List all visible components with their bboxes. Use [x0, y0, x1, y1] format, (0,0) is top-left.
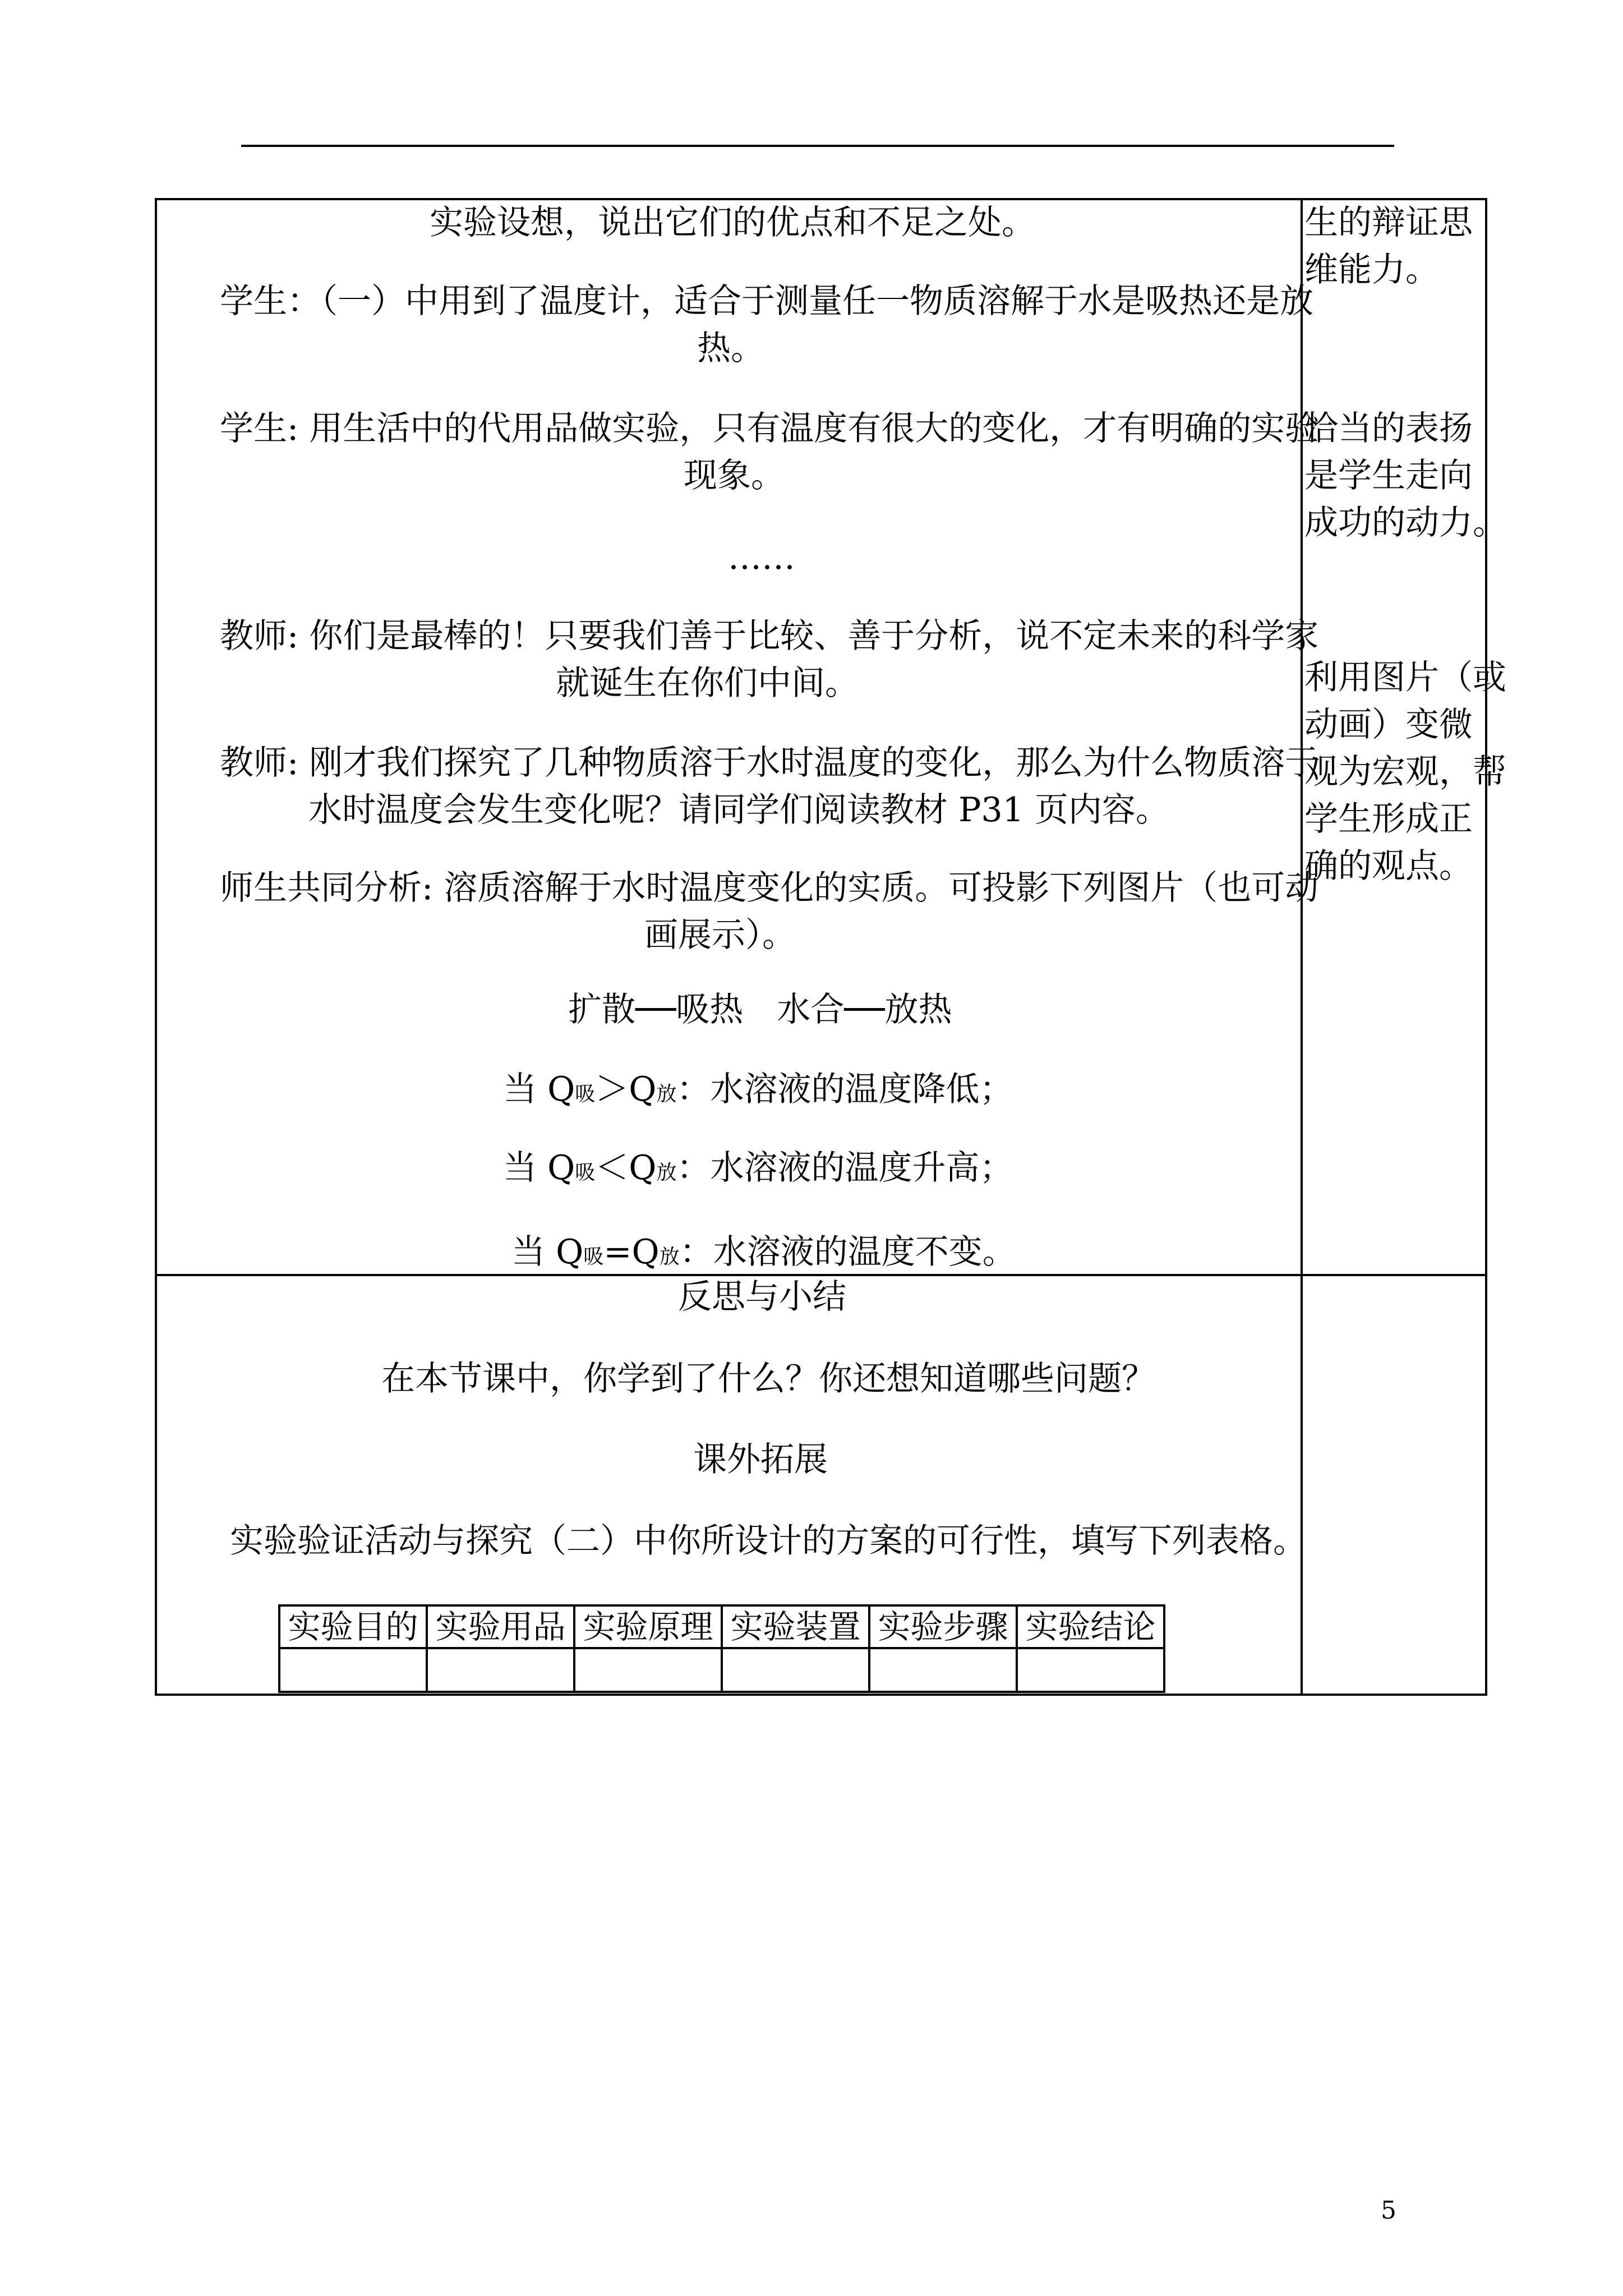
table-cell — [869, 1648, 1017, 1692]
table-header-cell: 实验结论 — [1017, 1605, 1164, 1648]
table-header-cell: 实验原理 — [574, 1605, 722, 1648]
side-note-3-line5: 确的观点。 — [1304, 846, 1473, 886]
para-joint-analysis-line1: 师生共同分析: 溶质溶解于水时温度变化的实质。可投影下列图片（也可动 — [220, 868, 1319, 908]
para-teacher-2-line2: 水时温度会发生变化呢？请同学们阅读教材 P31 页内容。 — [308, 790, 1169, 830]
para-student-2-line1: 学生: 用生活中的代用品做实验，只有温度有很大的变化，才有明确的实验 — [220, 409, 1319, 448]
page-number: 5 — [1381, 2196, 1396, 2225]
para-student-2-line2: 现象。 — [684, 456, 785, 495]
extension-title: 课外拓展 — [693, 1440, 828, 1479]
table-cell — [427, 1648, 574, 1692]
equation-2: 当 Q吸＜Q放：水溶液的温度升高； — [503, 1148, 1013, 1188]
para-joint-analysis-line2: 画展示）。 — [644, 915, 796, 955]
extension-text: 实验验证活动与探究（二）中你所设计的方案的可行性，填写下列表格。 — [230, 1521, 1307, 1561]
side-note-3-line1: 利用图片（或 — [1304, 658, 1506, 697]
equation-1: 当 Q吸＞Q放：水溶液的温度降低； — [503, 1070, 1013, 1109]
summary-title: 反思与小结 — [678, 1277, 846, 1317]
table-cell — [1017, 1648, 1164, 1692]
table-header-cell: 实验目的 — [279, 1605, 427, 1648]
side-note-1-line2: 维能力。 — [1304, 250, 1439, 289]
equation-3: 当 Q吸=Q放：水溶液的温度不变。 — [511, 1232, 1016, 1272]
para-student-1-line1: 学生：（一）中用到了温度计，适合于测量任一物质溶解于水是吸热还是放 — [220, 282, 1313, 321]
table-cell — [279, 1648, 427, 1692]
table-cell — [574, 1648, 722, 1692]
para-experiment-idea: 实验设想，说出它们的优点和不足之处。 — [430, 203, 1035, 242]
para-student-1-line2: 热。 — [697, 329, 764, 368]
diffusion-hydration-line: 扩散──吸热 水合──放热 — [568, 990, 952, 1029]
summary-question: 在本节课中，你学到了什么？你还想知道哪些问题？ — [381, 1359, 1155, 1398]
table-header-cell: 实验装置 — [722, 1605, 869, 1648]
side-note-2-line1: 恰当的表扬 — [1304, 409, 1473, 448]
side-note-2-line2: 是学生走向 — [1304, 456, 1473, 495]
side-note-2-line3: 成功的动力。 — [1304, 503, 1506, 542]
table-row — [279, 1648, 1164, 1692]
ellipsis: …… — [728, 538, 795, 577]
header-rule — [241, 145, 1394, 147]
side-note-1-line1: 生的辩证思 — [1304, 203, 1473, 242]
table-header-cell: 实验步骤 — [869, 1605, 1017, 1648]
table-header-row — [279, 1605, 1164, 1648]
side-note-3-line2: 动画）变微 — [1304, 705, 1473, 744]
side-note-3-line3: 观为宏观，帮 — [1304, 752, 1506, 792]
para-teacher-1-line2: 就诞生在你们中间。 — [556, 664, 859, 703]
table-cell — [722, 1648, 869, 1692]
experiment-plan-table — [278, 1604, 1165, 1693]
table-header-cell: 实验用品 — [427, 1605, 574, 1648]
para-teacher-2-line1: 教师: 刚才我们探究了几种物质溶于水时温度的变化，那么为什么物质溶于 — [220, 743, 1319, 783]
side-note-3-line4: 学生形成正 — [1304, 799, 1473, 839]
para-teacher-1-line1: 教师: 你们是最棒的！只要我们善于比较、善于分析，说不定未来的科学家 — [220, 616, 1319, 656]
